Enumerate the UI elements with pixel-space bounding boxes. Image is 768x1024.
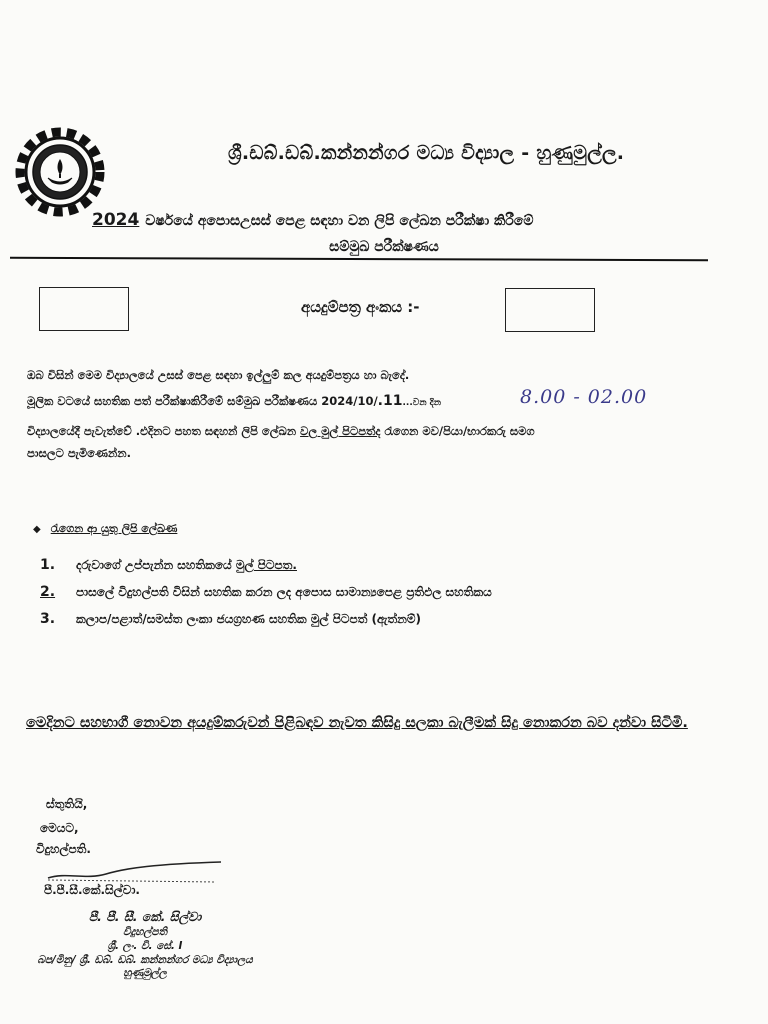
list-item xyxy=(40,584,492,600)
closing-thanks: ස්තුතියි, xyxy=(46,797,88,811)
application-number-label: අයදුම්පත්‍ර අංකය :- xyxy=(301,298,420,316)
interview-day: .11 xyxy=(377,393,403,409)
list-item-number: 3. xyxy=(40,611,56,627)
list-item-text: පාසලේ විදුහල්පති විසින් සහතික කරන ලද අපොස සාමාන්‍යපෙළ ප්‍රතිඵල සහතිකය xyxy=(76,585,492,599)
stamp-grade: ශ්‍රී. ලං. වි. සේ. I xyxy=(107,940,183,952)
document-title xyxy=(92,210,534,230)
list-item-text: දරුවාගේ උප්පැන්න සහතිකයේ xyxy=(76,558,236,572)
body-line-2 xyxy=(27,393,441,409)
application-number-box xyxy=(505,288,595,332)
body-line-4: පාසලට පැමිණෙන්න. xyxy=(27,446,131,460)
closing-principal: විදුහල්පති. xyxy=(36,842,91,856)
list-item xyxy=(40,611,421,627)
list-item-number: 1. xyxy=(40,557,56,573)
stamp-name: පී. පී. සී. කේ. සිල්වා xyxy=(88,909,202,924)
header-divider xyxy=(10,257,708,261)
attendance-notice: මෙදිනට සහභාගී නොවන අයදුම්කරුවන් පිළිබඳව නැවත කිසිදු සලකා බැලීමක් සිදු නොකරන බව දන්වා සිටිමි. xyxy=(26,715,688,731)
body-line-1: ඔබ විසින් මෙම විද්‍යාලයේ උසස් පෙළ සඳහා ඉල්ලුම් කල අයදුම්පත්‍රය හා බැදේ. xyxy=(27,368,410,382)
title-year: 2024 xyxy=(92,210,140,230)
document-subtitle: සම්මුඛ පරීක්ෂණය xyxy=(329,239,439,255)
diamond-bullet-icon: ◆ xyxy=(33,524,41,535)
original-copies-emphasis: වල මුල් පිටපත්ද xyxy=(300,424,381,438)
school-crest-logo xyxy=(8,120,112,224)
title-text: වර්ෂයේ අපොසඋසස් පෙළ සඳහා වන ලිපි ලේඛන පරීක්ෂා කිරීමේ xyxy=(145,213,534,229)
body-line-3-tail: රැගෙන මව/පියා/භාරකරු සමග xyxy=(380,424,535,438)
list-item-emphasis: මුල් පිටපත. xyxy=(235,558,297,572)
handwritten-signature xyxy=(46,858,226,884)
principal-name: පී.පී.සී.කේ.සිල්වා. xyxy=(44,883,140,897)
body-line-3-text: විද්‍යාලයේදී පැවැත්වේ .එදිනට පහත සඳහන් ලිපි ලේඛන xyxy=(27,424,301,438)
list-item-text: කලාප/පළාත්/සමස්ත ලංකා ජයග්‍රහණ සහතික මුල් පිටපත් (ඇත්නම්) xyxy=(76,612,422,626)
closing-yours: මෙයට, xyxy=(40,821,79,835)
body-line-3 xyxy=(27,424,535,439)
documents-heading-text: රැගෙන ආ යුතු ලිපි ලේඛණ xyxy=(50,522,178,535)
stamp-school: බප/මිනු/ ශ්‍රී. ඩබ්. ඩබ්. කන්නන්ගර මධ්‍ය විද්‍යාලය xyxy=(37,954,253,966)
handwritten-time: 8.00 - 02.00 xyxy=(520,386,648,408)
list-item-number: 2. xyxy=(40,584,56,600)
body-line-2-suffix: ...වන දින xyxy=(402,398,441,408)
body-line-2-text: මූලික වටයේ සහතික පත් පරීක්ෂාකිරීමේ සම්මුඛ පරීක්ෂණය 2024/10/ xyxy=(27,394,378,408)
left-blank-box xyxy=(39,287,129,331)
stamp-title: විදුහල්පති xyxy=(122,926,168,938)
documents-heading xyxy=(33,522,177,536)
school-name: ශ්‍රී.ඩබ්.ඩබ්.කන්නන්ගර මධ්‍ය විද්‍යාල - හුණුමුල්ල. xyxy=(228,142,625,164)
stamp-town: හුණුමුල්ල xyxy=(123,967,167,979)
list-item xyxy=(40,557,297,573)
